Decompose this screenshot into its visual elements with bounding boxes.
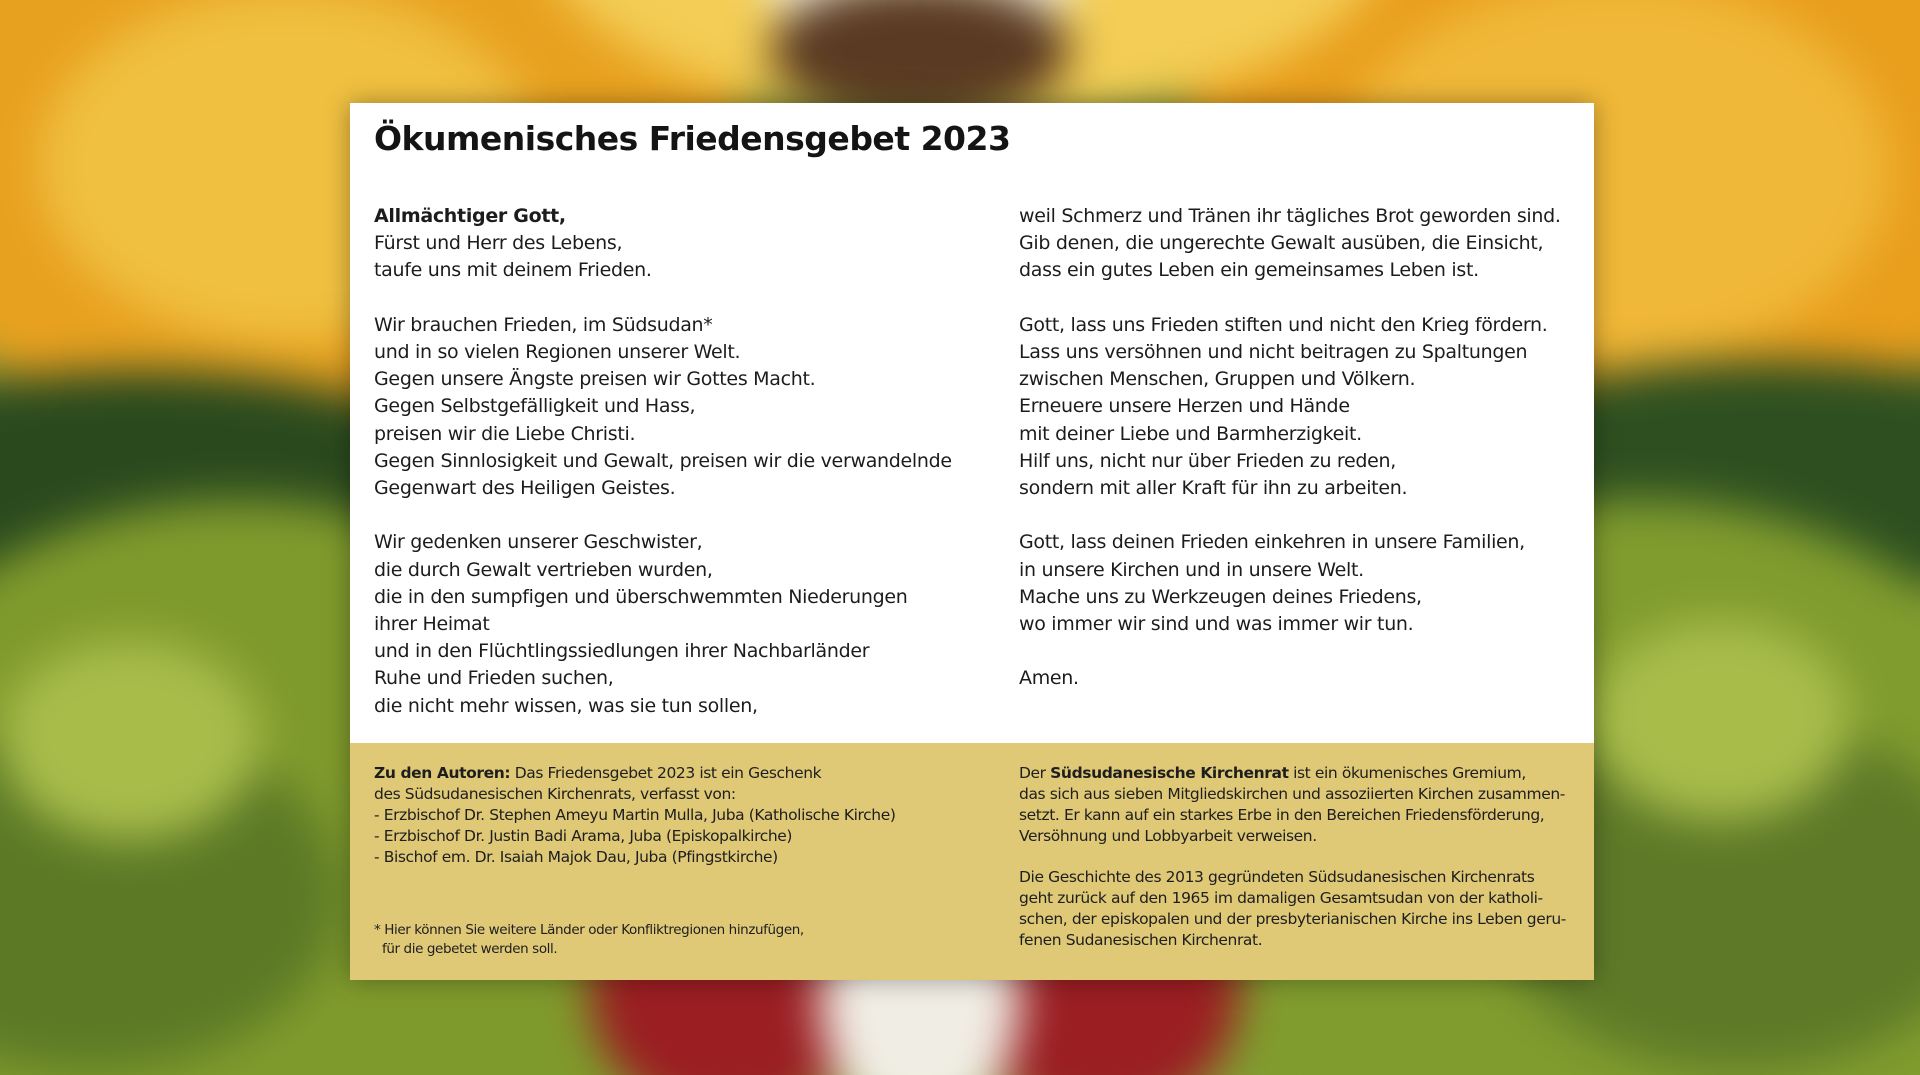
prayer-line: Gegen Sinnlosigkeit und Gewalt, preisen wir die verwandelnde	[374, 449, 952, 472]
history-line: fenen Sudanesischen Kirchenrat.	[1019, 931, 1263, 949]
info-footer	[350, 743, 1594, 980]
authors-section	[374, 763, 984, 868]
prayer-line: Hilf uns, nicht nur über Frieden zu reden,	[1019, 449, 1397, 472]
prayer-line: Gott, lass uns Frieden stiften und nicht den Krieg fördern.	[1019, 313, 1548, 336]
page-title: Ökumenisches Friedensgebet 2023	[374, 119, 1011, 158]
prayer-line: ihrer Heimat	[374, 613, 490, 636]
prayer-stanza	[1019, 203, 1579, 285]
council-prefix: Der	[1019, 764, 1051, 782]
prayer-line: Ruhe und Frieden suchen,	[374, 667, 614, 690]
prayer-line: dass ein gutes Leben ein gemeinsames Leben ist.	[1019, 259, 1479, 282]
prayer-line: Fürst und Herr des Lebens,	[374, 232, 623, 255]
council-line: setzt. Er kann auf ein starkes Erbe in den Bereichen Friedensförderung,	[1019, 806, 1545, 824]
prayer-line: taufe uns mit deinem Frieden.	[374, 259, 652, 282]
prayer-amen: Amen.	[1019, 667, 1079, 690]
prayer-card	[350, 103, 1594, 980]
prayer-line: weil Schmerz und Tränen ihr tägliches Brot geworden sind.	[1019, 205, 1561, 227]
council-description	[1019, 763, 1579, 847]
council-section	[1019, 763, 1579, 971]
authors-text: Das Friedensgebet 2023 ist ein Geschenk	[510, 764, 822, 782]
prayer-line: Lass uns versöhnen und nicht beitragen zu Spaltungen	[1019, 341, 1528, 363]
prayer-line: in unsere Kirchen und in unsere Welt.	[1019, 558, 1364, 581]
prayer-stanza	[1019, 529, 1579, 638]
prayer-line: die nicht mehr wissen, was sie tun sollen,	[374, 694, 758, 717]
council-text: ist ein ökumenisches Gremium,	[1288, 764, 1526, 782]
council-history	[1019, 867, 1579, 951]
authors-line: des Südsudanesischen Kirchenrats, verfasst von:	[374, 785, 736, 803]
council-line: Versöhnung und Lobbyarbeit verweisen.	[1019, 827, 1317, 845]
prayer-line: und in so vielen Regionen unserer Welt.	[374, 341, 741, 363]
prayer-line: mit deiner Liebe und Barmherzigkeit.	[1019, 422, 1362, 445]
prayer-line: Gegen unsere Ängste preisen wir Gottes Macht.	[374, 368, 816, 391]
prayer-line: die durch Gewalt vertrieben wurden,	[374, 558, 713, 581]
prayer-right-column	[1019, 203, 1579, 720]
prayer-line: Erneuere unsere Herzen und Hände	[1019, 395, 1350, 418]
history-line: schen, der episkopalen und der presbyterianischen Kirche ins Leben geru-	[1019, 910, 1566, 928]
authors-line: - Erzbischof Dr. Stephen Ameyu Martin Mulla, Juba (Katholische Kirche)	[374, 806, 896, 824]
footnote	[374, 921, 804, 958]
history-line: geht zurück auf den 1965 im damaligen Gesamtsudan von der katholi-	[1019, 889, 1543, 907]
prayer-line: und in den Flüchtlingssiedlungen ihrer Nachbarländer	[374, 640, 870, 663]
prayer-line: Wir gedenken unserer Geschwister,	[374, 531, 703, 554]
council-intro-line	[1019, 763, 1579, 784]
prayer-line: Gegen Selbstgefälligkeit und Hass,	[374, 395, 696, 418]
prayer-stanza	[1019, 665, 1579, 692]
authors-intro-line	[374, 763, 984, 784]
council-line: das sich aus sieben Mitgliedskirchen und assoziierten Kirchen zusammen-	[1019, 785, 1565, 803]
authors-line: - Bischof em. Dr. Isaiah Majok Dau, Juba (Pfingstkirche)	[374, 848, 778, 866]
prayer-stanza	[374, 312, 994, 502]
council-name: Südsudanesische Kirchenrat	[1050, 764, 1289, 782]
prayer-left-column	[374, 203, 994, 747]
prayer-line: die in den sumpfigen und überschwemmten Niederungen	[374, 585, 908, 608]
prayer-line: wo immer wir sind und was immer wir tun.	[1019, 613, 1414, 636]
prayer-stanza	[1019, 312, 1579, 502]
prayer-stanza	[374, 203, 994, 285]
prayer-line: Gegenwart des Heiligen Geistes.	[374, 477, 676, 500]
footnote-line: * Hier können Sie weitere Länder oder Konfliktregionen hinzufügen,	[374, 922, 804, 938]
prayer-line: Mache uns zu Werkzeugen deines Friedens,	[1019, 585, 1422, 608]
prayer-line: Wir brauchen Frieden, im Südsudan*	[374, 313, 713, 336]
history-line: Die Geschichte des 2013 gegründeten Südsudanesischen Kirchenrats	[1019, 868, 1535, 886]
prayer-stanza	[374, 529, 994, 719]
authors-line: - Erzbischof Dr. Justin Badi Arama, Juba (Episkopalkirche)	[374, 827, 793, 845]
prayer-heading: Allmächtiger Gott,	[374, 205, 566, 227]
prayer-line: Gib denen, die ungerechte Gewalt ausüben, die Einsicht,	[1019, 232, 1544, 255]
prayer-line: zwischen Menschen, Gruppen und Völkern.	[1019, 368, 1416, 391]
footnote-line: für die gebetet werden soll.	[382, 940, 558, 957]
prayer-line: Gott, lass deinen Frieden einkehren in unsere Familien,	[1019, 531, 1525, 554]
prayer-line: preisen wir die Liebe Christi.	[374, 422, 636, 445]
prayer-line: sondern mit aller Kraft für ihn zu arbeiten.	[1019, 477, 1408, 500]
authors-label: Zu den Autoren:	[374, 764, 511, 782]
